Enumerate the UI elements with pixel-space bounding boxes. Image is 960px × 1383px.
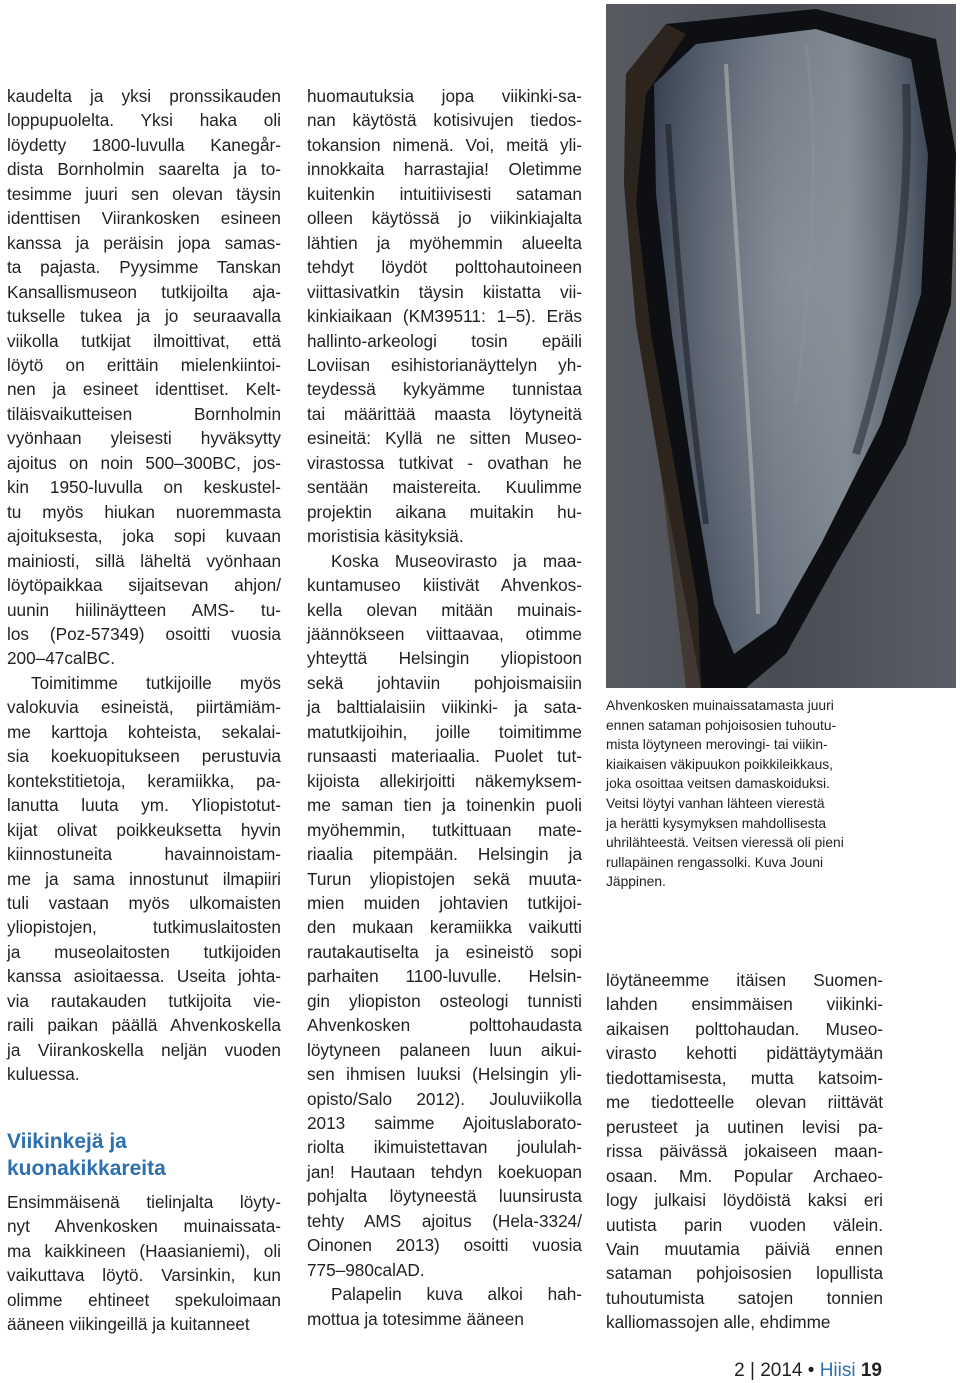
text-line: gin yliopiston osteologi tunnisti [307, 990, 582, 1011]
column-2 [307, 84, 582, 1331]
page-footer [734, 1359, 882, 1383]
text-line: ja herätti kysymyksen mahdollisesta [606, 815, 827, 831]
column-3 [606, 968, 883, 1335]
text-line: mien muiden johtavien tutkijoi- [307, 892, 582, 913]
text-line: tehdyt löydöt polttohautoineen [307, 257, 582, 278]
column-3-paragraph-1 [606, 968, 883, 1335]
text-line: viittasivatkin täysin kiistatta vii- [307, 281, 582, 302]
text-line: esineitä: Kyllä ne sitten Museo- [307, 428, 582, 449]
text-line: sentään maistereita. Kuulimme [307, 477, 582, 498]
text-line: pohjalta löytyneestä luunsirusta [307, 1186, 582, 1207]
page-number: 19 [860, 1360, 882, 1381]
text-line: löytyneen palaneen luun aikui- [307, 1039, 582, 1060]
column-2-paragraph-2 [307, 549, 582, 1283]
text-line: identtisen Viirankosken esineen [7, 208, 281, 229]
section-heading-line-2: kuonakikkareita [7, 1157, 166, 1180]
text-line: Ahvenkosken muinaissatamasta juuri [606, 698, 834, 713]
text-line: loppupuolelta. Yksi haka oli [7, 110, 281, 131]
text-line: den mukaan keramiikka vaikutti [307, 917, 582, 938]
column-2-paragraph-3 [307, 1282, 582, 1331]
text-line: osaan. Mm. Popular Archaeo- [606, 1165, 883, 1186]
text-line: löytöpaikkaa sijaitsevan ahjon/ [7, 575, 281, 596]
text-line: ennen sataman pohjoisosien tuhoutu- [606, 717, 837, 733]
text-line: olimme ehtineet spekuloimaan [7, 1289, 281, 1310]
text-line: Jäppinen. [606, 874, 666, 890]
text-line: tiedottamisesta, mutta katsoim- [606, 1067, 883, 1088]
text-line: Toimitimme tutkijoille myös [31, 672, 281, 693]
section-heading [7, 1128, 287, 1182]
text-line: 200–47calBC. [7, 648, 115, 669]
text-line: ja balttialaisiin viikinki- ja sata- [307, 697, 582, 718]
text-line: virastossa tutkivat - ovathan he [307, 452, 582, 473]
text-line: myöhemmin, tutkittuaan mate- [307, 819, 582, 840]
text-line: hallinto-arkeologi tosin epäili [307, 330, 582, 351]
text-line: me tiedotteelle olevan riittävät [606, 1092, 883, 1113]
text-line: Turun yliopistojen sekä muuta- [307, 868, 582, 889]
text-line: yhteyttä Helsingin yliopistoon [307, 648, 582, 669]
text-line: runsaasti materiaalia. Puolet tut- [307, 746, 582, 767]
text-line: Kansallismuseon tutkijoilta aja- [7, 281, 281, 302]
text-line: kaudelta ja yksi pronssikauden [7, 86, 281, 106]
photo-caption [606, 696, 888, 892]
text-line: viikolla tutkijat ilmoittivat, että [7, 330, 281, 351]
text-line: sataman pohjoisosien lopullista [606, 1263, 883, 1284]
column-1-paragraph-3 [7, 1190, 281, 1337]
text-line: Ensimmäisenä tielinjalta löyty- [7, 1192, 281, 1212]
text-line: virasto kehotti pidättäytymään [606, 1043, 883, 1064]
text-line: löytö on erittäin mielenkiintoi- [7, 354, 281, 375]
text-line: mista löytyneen merovingi- tai viikin- [606, 737, 828, 753]
column-1-continued [7, 1190, 281, 1337]
issue-number: 2 | 2014 • [734, 1360, 815, 1381]
text-line: tuhoutumista satojen tonnien [606, 1287, 883, 1308]
text-line: riaalia pitempään. Helsingin ja [307, 844, 582, 865]
text-line: tu myös hiukan nuoremmasta [7, 501, 281, 522]
text-line: moristisia käsityksiä. [307, 526, 464, 547]
text-line: lähtien ja myöhemmin alueelta [307, 232, 582, 253]
text-line: sia koekuopitukseen perustuvia [7, 746, 281, 767]
text-line: sen ihmisen luuksi (Helsingin yli- [307, 1064, 582, 1085]
text-line: kuitenkin intuitiivisesti sataman [307, 183, 582, 204]
text-line: rissa päivässä jokaiseen maan- [606, 1141, 883, 1162]
text-line: nan käytöstä kotisivujen tiedos- [307, 110, 582, 131]
magazine-name: Hiisi [819, 1360, 856, 1381]
text-line: uunin hiilinäytteen AMS- tu- [7, 599, 281, 620]
text-line: opisto/Salo 2012). Jouluviikolla [307, 1088, 582, 1109]
text-line: los (Poz-57349) osoitti vuosia [7, 623, 281, 644]
column-1 [7, 84, 281, 1087]
text-line: ta pajasta. Pyysimme Tanskan [7, 257, 281, 278]
text-line: kella olevan mitään muinais- [307, 599, 582, 620]
text-line: 775–980calAD. [307, 1259, 425, 1280]
text-line: uhrilähteestä. Veitsen vieressä oli pieni [606, 835, 844, 851]
text-line: kin 1950-luvulla on keskustel- [7, 477, 281, 498]
text-line: tesimme juuri sen olevan täysin [7, 183, 281, 204]
text-line: nyt Ahvenkosken muinaissata- [7, 1216, 281, 1237]
text-line: Ahvenkosken polttohaudasta [307, 1015, 582, 1036]
text-line: jan! Hautaan tehdyn koekuopan [307, 1161, 582, 1182]
text-line: uutista parin vuoden välein. [606, 1214, 883, 1235]
text-line: kinkiaikaan (KM39511: 1–5). Eräs [307, 306, 582, 327]
text-line: ajoitus on noin 500–300BC, jos- [7, 452, 281, 473]
text-line: joka osoittaa veitsen damaskoiduksi. [606, 776, 830, 792]
text-line: lanutta luuta ym. Yliopistotut- [7, 795, 281, 816]
text-line: me karttoja kohteista, sekalai- [7, 721, 281, 742]
text-line: logy julkaisi löydöistä kaksi eri [606, 1190, 883, 1211]
text-line: jäännökseen viittaavaa, otimme [307, 623, 582, 644]
text-line: Palapelin kuva alkoi hah- [331, 1284, 582, 1305]
text-line: innokkaita harrastajia! Oletimme [307, 159, 582, 180]
text-line: dista Bornholmin saarelta ja to- [7, 159, 281, 180]
text-line: projektin aikana muitakin hu- [307, 501, 582, 522]
text-line: tukselle tukea ja jo seuraavalla [7, 306, 281, 327]
text-line: tokansion nimenä. Voi, meitä yli- [307, 134, 582, 155]
text-line: me ja sama innostunut ilmapiiri [7, 868, 281, 889]
text-line: ääneen viikingeillä ja kuitanneet [7, 1314, 250, 1335]
text-line: olleen käytössä jo viikinkiajalta [307, 208, 582, 229]
text-line: ja Viirankoskella neljän vuoden [7, 1039, 281, 1060]
text-line: parhaiten 1100-luvulle. Helsin- [307, 966, 582, 987]
text-line: kijat olivat poikkeuksetta hyvin [7, 819, 281, 840]
text-line: Veitsi löytyi vanhan lähteen vierestä [606, 795, 825, 811]
text-line: sekä johtaviin pohjoismaisiin [307, 672, 582, 693]
text-line: kalliomassojen alle, ehdimme [606, 1312, 831, 1333]
text-line: vaikuttava löytö. Varsinkin, kun [7, 1265, 281, 1286]
column-1-paragraph-2 [7, 671, 281, 1087]
column-1-paragraph-1 [7, 84, 281, 671]
text-line: kontekstitietoja, keramiikka, pa- [7, 770, 281, 791]
text-line: Vain muutamia päiviä ennen [606, 1238, 883, 1259]
text-line: löytäneemme itäisen Suomen- [606, 970, 883, 990]
text-line: raili paikan päällä Ahvenkoskella [7, 1015, 281, 1036]
text-line: ma kaikkineen (Haasianiemi), oli [7, 1240, 281, 1261]
text-line: kiaikaisen väkipuukon poikkileikkaus, [606, 756, 834, 772]
text-line: me saman tien ja toinenkin puoli [307, 795, 582, 816]
text-line: rullapäinen rengassolki. Kuva Jouni [606, 854, 824, 870]
text-line: riolta ikimuistettavan joululah- [307, 1137, 582, 1158]
text-line: kuntamuseo kiistivät Ahvenkos- [307, 575, 582, 596]
text-line: nen ja esineet identtiset. Kelt- [7, 379, 281, 400]
text-line: löydetty 1800-luvulla Kanegår- [7, 134, 281, 155]
text-line: mottua ja totesimme ääneen [307, 1308, 524, 1329]
section-heading-line-1: Viikinkejä ja [7, 1130, 127, 1153]
knife-cross-section-photo [606, 4, 956, 688]
photo-illustration [606, 4, 956, 688]
text-line: ja museolaitosten tutkijoiden [7, 941, 281, 962]
text-line: tiläisvaikutteisen Bornholmin [7, 403, 281, 424]
text-line: kanssa ja peräisin jopa samas- [7, 232, 281, 253]
text-line: perusteet ja uutinen levisi pa- [606, 1116, 883, 1137]
text-line: yliopistojen, tutkimuslaitosten [7, 917, 281, 938]
text-line: teydessä kykyämme tunnistaa [307, 379, 582, 400]
text-line: vyönhaan yleisesti hyväksytty [7, 428, 281, 449]
text-line: kuluessa. [7, 1064, 80, 1085]
text-line: aikaisen polttohaudan. Museo- [606, 1018, 883, 1039]
text-line: kanssa asioitaessa. Useita johta- [7, 966, 281, 987]
text-line: rautakautiselta ja esineistö sopi [307, 941, 582, 962]
text-line: lahden ensimmäisen viikinki- [606, 994, 883, 1015]
text-line: kijoista allekirjoitti näkemyksem- [307, 770, 582, 791]
column-2-paragraph-1 [307, 84, 582, 549]
text-line: ajoituksesta, joka sopi kuvaan [7, 526, 281, 547]
text-line: valokuvia esineistä, piirtämiäm- [7, 697, 281, 718]
text-line: mainiosti, sillä läheltä vyönhaan [7, 550, 281, 571]
text-line: Loviisan esihistorianäyttelyn yh- [307, 354, 582, 375]
text-line: via rautakauden tutkijoita vie- [7, 990, 281, 1011]
text-line: tehty AMS ajoitus (Hela-3324/ [307, 1210, 582, 1231]
text-line: kiinnostuneita havainnoistam- [7, 844, 281, 865]
text-line: Koska Museovirasto ja maa- [331, 550, 582, 571]
text-line: Oinonen 2013) osoitti vuosia [307, 1235, 582, 1256]
text-line: huomautuksia jopa viikinki-sa- [307, 86, 582, 106]
text-line: 2013 saimme Ajoituslaborato- [307, 1113, 582, 1134]
text-line: matutkijoihin, joille toimitimme [307, 721, 582, 742]
text-line: tuli vastaan myös ulkomaisten [7, 892, 281, 913]
text-line: tai määrittää maasta löytyneitä [307, 403, 582, 424]
